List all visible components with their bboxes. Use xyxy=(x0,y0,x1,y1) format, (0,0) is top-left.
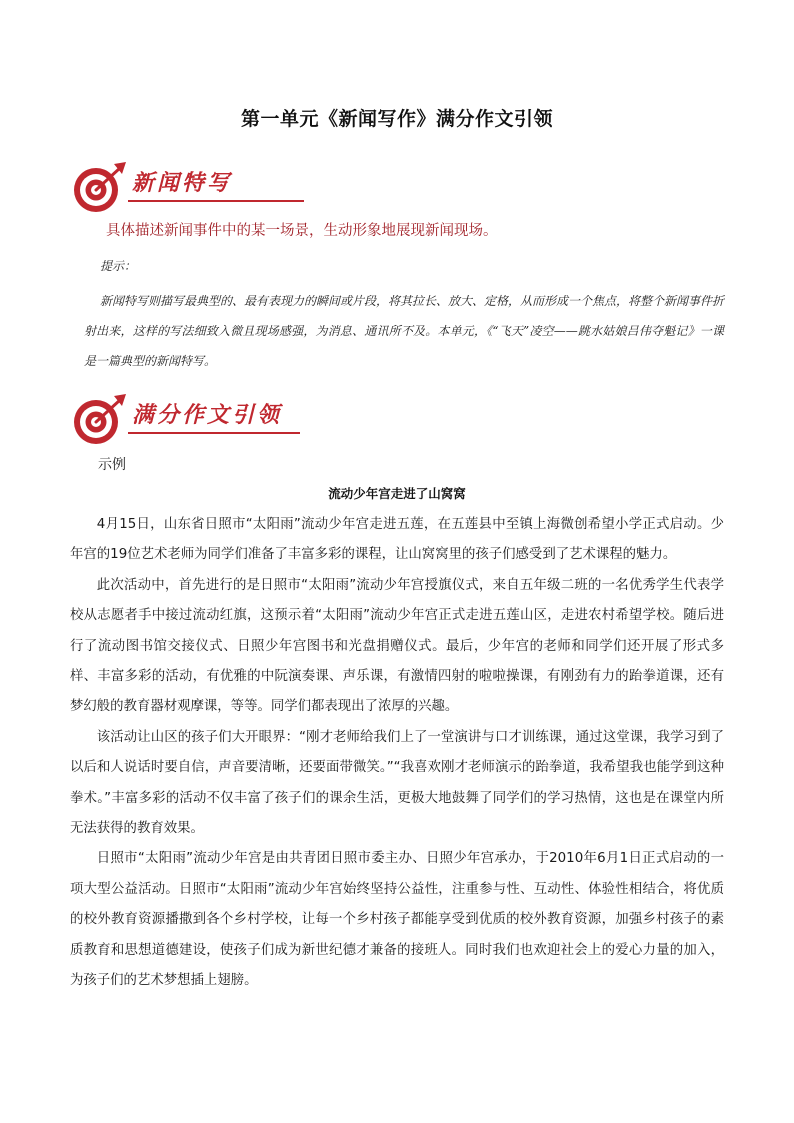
article-paragraph: 该活动让山区的孩子们大开眼界：“刚才老师给我们上了一堂演讲与口才训练课，通过这堂课，我学习到了以后和人说话时要自信，声音要清晰，还要面带微笑。”“我喜欢刚才老师演示的跆拳道，我希望我也能学到这种拳术。”丰富多彩的活动不仅丰富了孩子们的课余生活，更极大地鼓舞了同学们的学习热情，这也是在课堂内所无法获得的教育效果。 xyxy=(70,729,724,837)
heading-underline xyxy=(128,200,304,202)
document-title: 第一单元《新闻写作》满分作文引领 xyxy=(240,108,553,130)
section-tagline: 具体描述新闻事件中的某一场景，生动形象地展现新闻现场。 xyxy=(106,223,498,239)
article-title: 流动少年宫走进了山窝窝 xyxy=(328,486,466,501)
heading-underline xyxy=(128,432,300,434)
section-heading: 新闻特写 xyxy=(132,170,233,196)
target-arrow-icon xyxy=(70,392,132,448)
section-heading: 满分作文引领 xyxy=(132,402,283,428)
article-paragraph: 4月15日，山东省日照市“太阳雨”流动少年宫走进五莲，在五莲县中至镇上海微创希望小学正式启动。少年宫的19位艺术老师为同学们准备了丰富多彩的课程，让山窝窝里的孩子们感受到了艺术课程的魅力。 xyxy=(70,517,724,563)
article-body xyxy=(70,510,724,997)
section-header-news-feature xyxy=(70,160,310,220)
hint-label: 提示： xyxy=(100,259,137,273)
target-arrow-icon xyxy=(70,160,132,216)
example-label: 示例 xyxy=(98,457,126,473)
hint-body: 新闻特写则描写最典型的、最有表现力的瞬间或片段，将其拉长、放大、定格，从而形成一个焦点，将整个新闻事件折射出来，这样的写法细致入微且现场感强，为消息、通讯所不及。本单元，《“飞天”凌空——跳水姑娘吕伟夺魁记》一课是一篇典型的新闻特写。 xyxy=(84,294,725,368)
article-paragraph: 此次活动中，首先进行的是日照市“太阳雨”流动少年宫授旗仪式，来自五年级二班的一名优秀学生代表学校从志愿者手中接过流动红旗，这预示着“太阳雨”流动少年宫正式走进五莲山区，走进农村希望学校。随后进行了流动图书馆交接仪式、日照少年宫图书和光盘捐赠仪式。最后，少年宫的老师和同学们还开展了形式多样、丰富多彩的活动，有优雅的中阮演奏课、声乐课，有激情四射的啦啦操课，有刚劲有力的跆拳道课，还有梦幻般的教育器材观摩课，等等。同学们都表现出了浓厚的兴趣。 xyxy=(70,577,724,715)
section-header-model-essay xyxy=(70,392,310,452)
article-paragraph: 日照市“太阳雨”流动少年宫是由共青团日照市委主办、日照少年宫承办，于2010年6月1日正式启动的一项大型公益活动。日照市“太阳雨”流动少年宫始终坚持公益性，注重参与性、互动性、体验性相结合，将优质的校外教育资源播撒到各个乡村学校，让每一个乡村孩子都能享受到优质的校外教育资源，加强乡村孩子的素质教育和思想道德建设，使孩子们成为新世纪德才兼备的接班人。同时我们也欢迎社会上的爱心力量的加入，为孩子们的艺术梦想插上翅膀。 xyxy=(70,851,724,989)
